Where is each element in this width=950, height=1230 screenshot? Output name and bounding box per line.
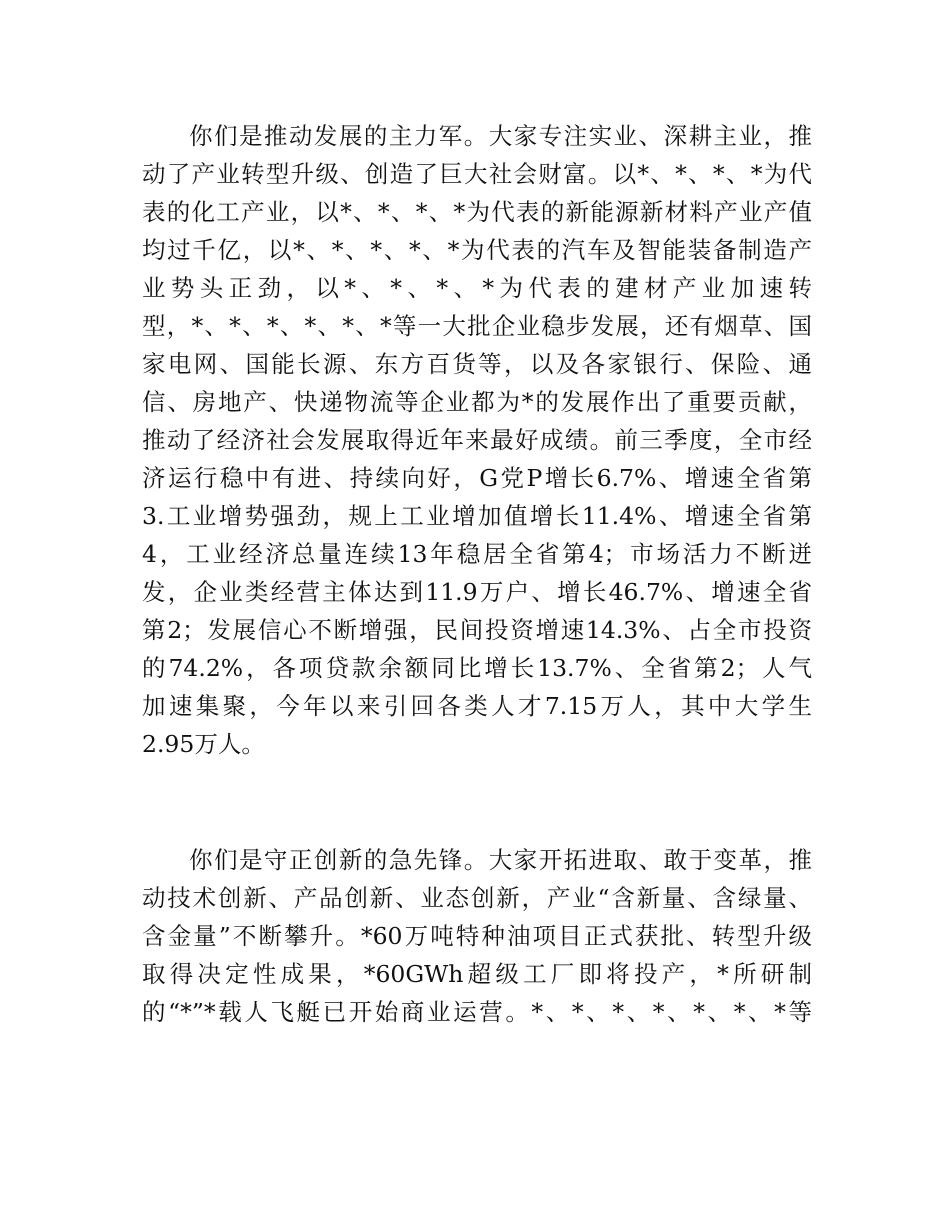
paragraph-innovation <box>142 841 812 1069</box>
paragraph-line: 发，企业类经营主体达到11.9万户、增长46.7%、增速全省 <box>142 578 812 606</box>
paragraph-line: 济运行稳中有进、持续向好，G党P增长6.7%、增速全省第 <box>142 464 812 492</box>
paragraph-line: 3.工业增势强劲，规上工业增加值增长11.4%、增速全省第 <box>142 502 812 530</box>
paragraph-line: 含金量”不断攀升。*60万吨特种油项目正式获批、转型升级 <box>142 922 812 950</box>
paragraph-line: 动了产业转型升级、创造了巨大社会财富。以*、*、*、*为代 <box>142 160 812 188</box>
paragraph-line: 型，*、*、*、*、*、*等一大批企业稳步发展，还有烟草、国 <box>142 312 812 340</box>
paragraph-line: 2.95万人。 <box>142 730 265 758</box>
paragraph-line <box>142 1031 812 1069</box>
paragraph-line: 的74.2%，各项贷款余额同比增长13.7%、全省第2；人气 <box>142 654 812 682</box>
paragraph-line: 动技术创新、产品创新、业态创新，产业“含新量、含绿量、 <box>142 884 812 912</box>
paragraph-line: 均过千亿，以*、*、*、*、*为代表的汽车及智能装备制造产 <box>142 236 812 264</box>
paragraph-line: 推动了经济社会发展取得近年来最好成绩。前三季度，全市经 <box>142 426 812 454</box>
paragraph-line: 取得决定性成果，*60GWh超级工厂即将投产，*所研制 <box>142 960 812 988</box>
paragraph-line: 家电网、国能长源、东方百货等，以及各家银行、保险、通 <box>142 350 812 378</box>
paragraph-line: 4，工业经济总量连续13年稳居全省第4；市场活力不断迸 <box>142 540 812 568</box>
paragraph-line: 业势头正劲，以*、*、*、*为代表的建材产业加速转 <box>142 274 812 302</box>
paragraph-line: 你们是推动发展的主力军。大家专注实业、深耕主业，推 <box>189 122 812 150</box>
paragraph-line: 第2；发展信心不断增强，民间投资增速14.3%、占全市投资 <box>142 616 812 644</box>
paragraph-main-force <box>142 117 812 763</box>
paragraph-line: 加速集聚，今年以来引回各类人才7.15万人，其中大学生 <box>142 692 812 720</box>
paragraph-line: 的“*”*载人飞艇已开始商业运营。*、*、*、*、*、*、*等 <box>142 998 812 1026</box>
paragraph-line: 表的化工产业，以*、*、*、*为代表的新能源新材料产业产值 <box>142 198 812 226</box>
paragraph-line: 信、房地产、快递物流等企业都为*的发展作出了重要贡献， <box>142 388 812 416</box>
paragraph-line: 你们是守正创新的急先锋。大家开拓进取、敢于变革，推 <box>189 846 812 874</box>
